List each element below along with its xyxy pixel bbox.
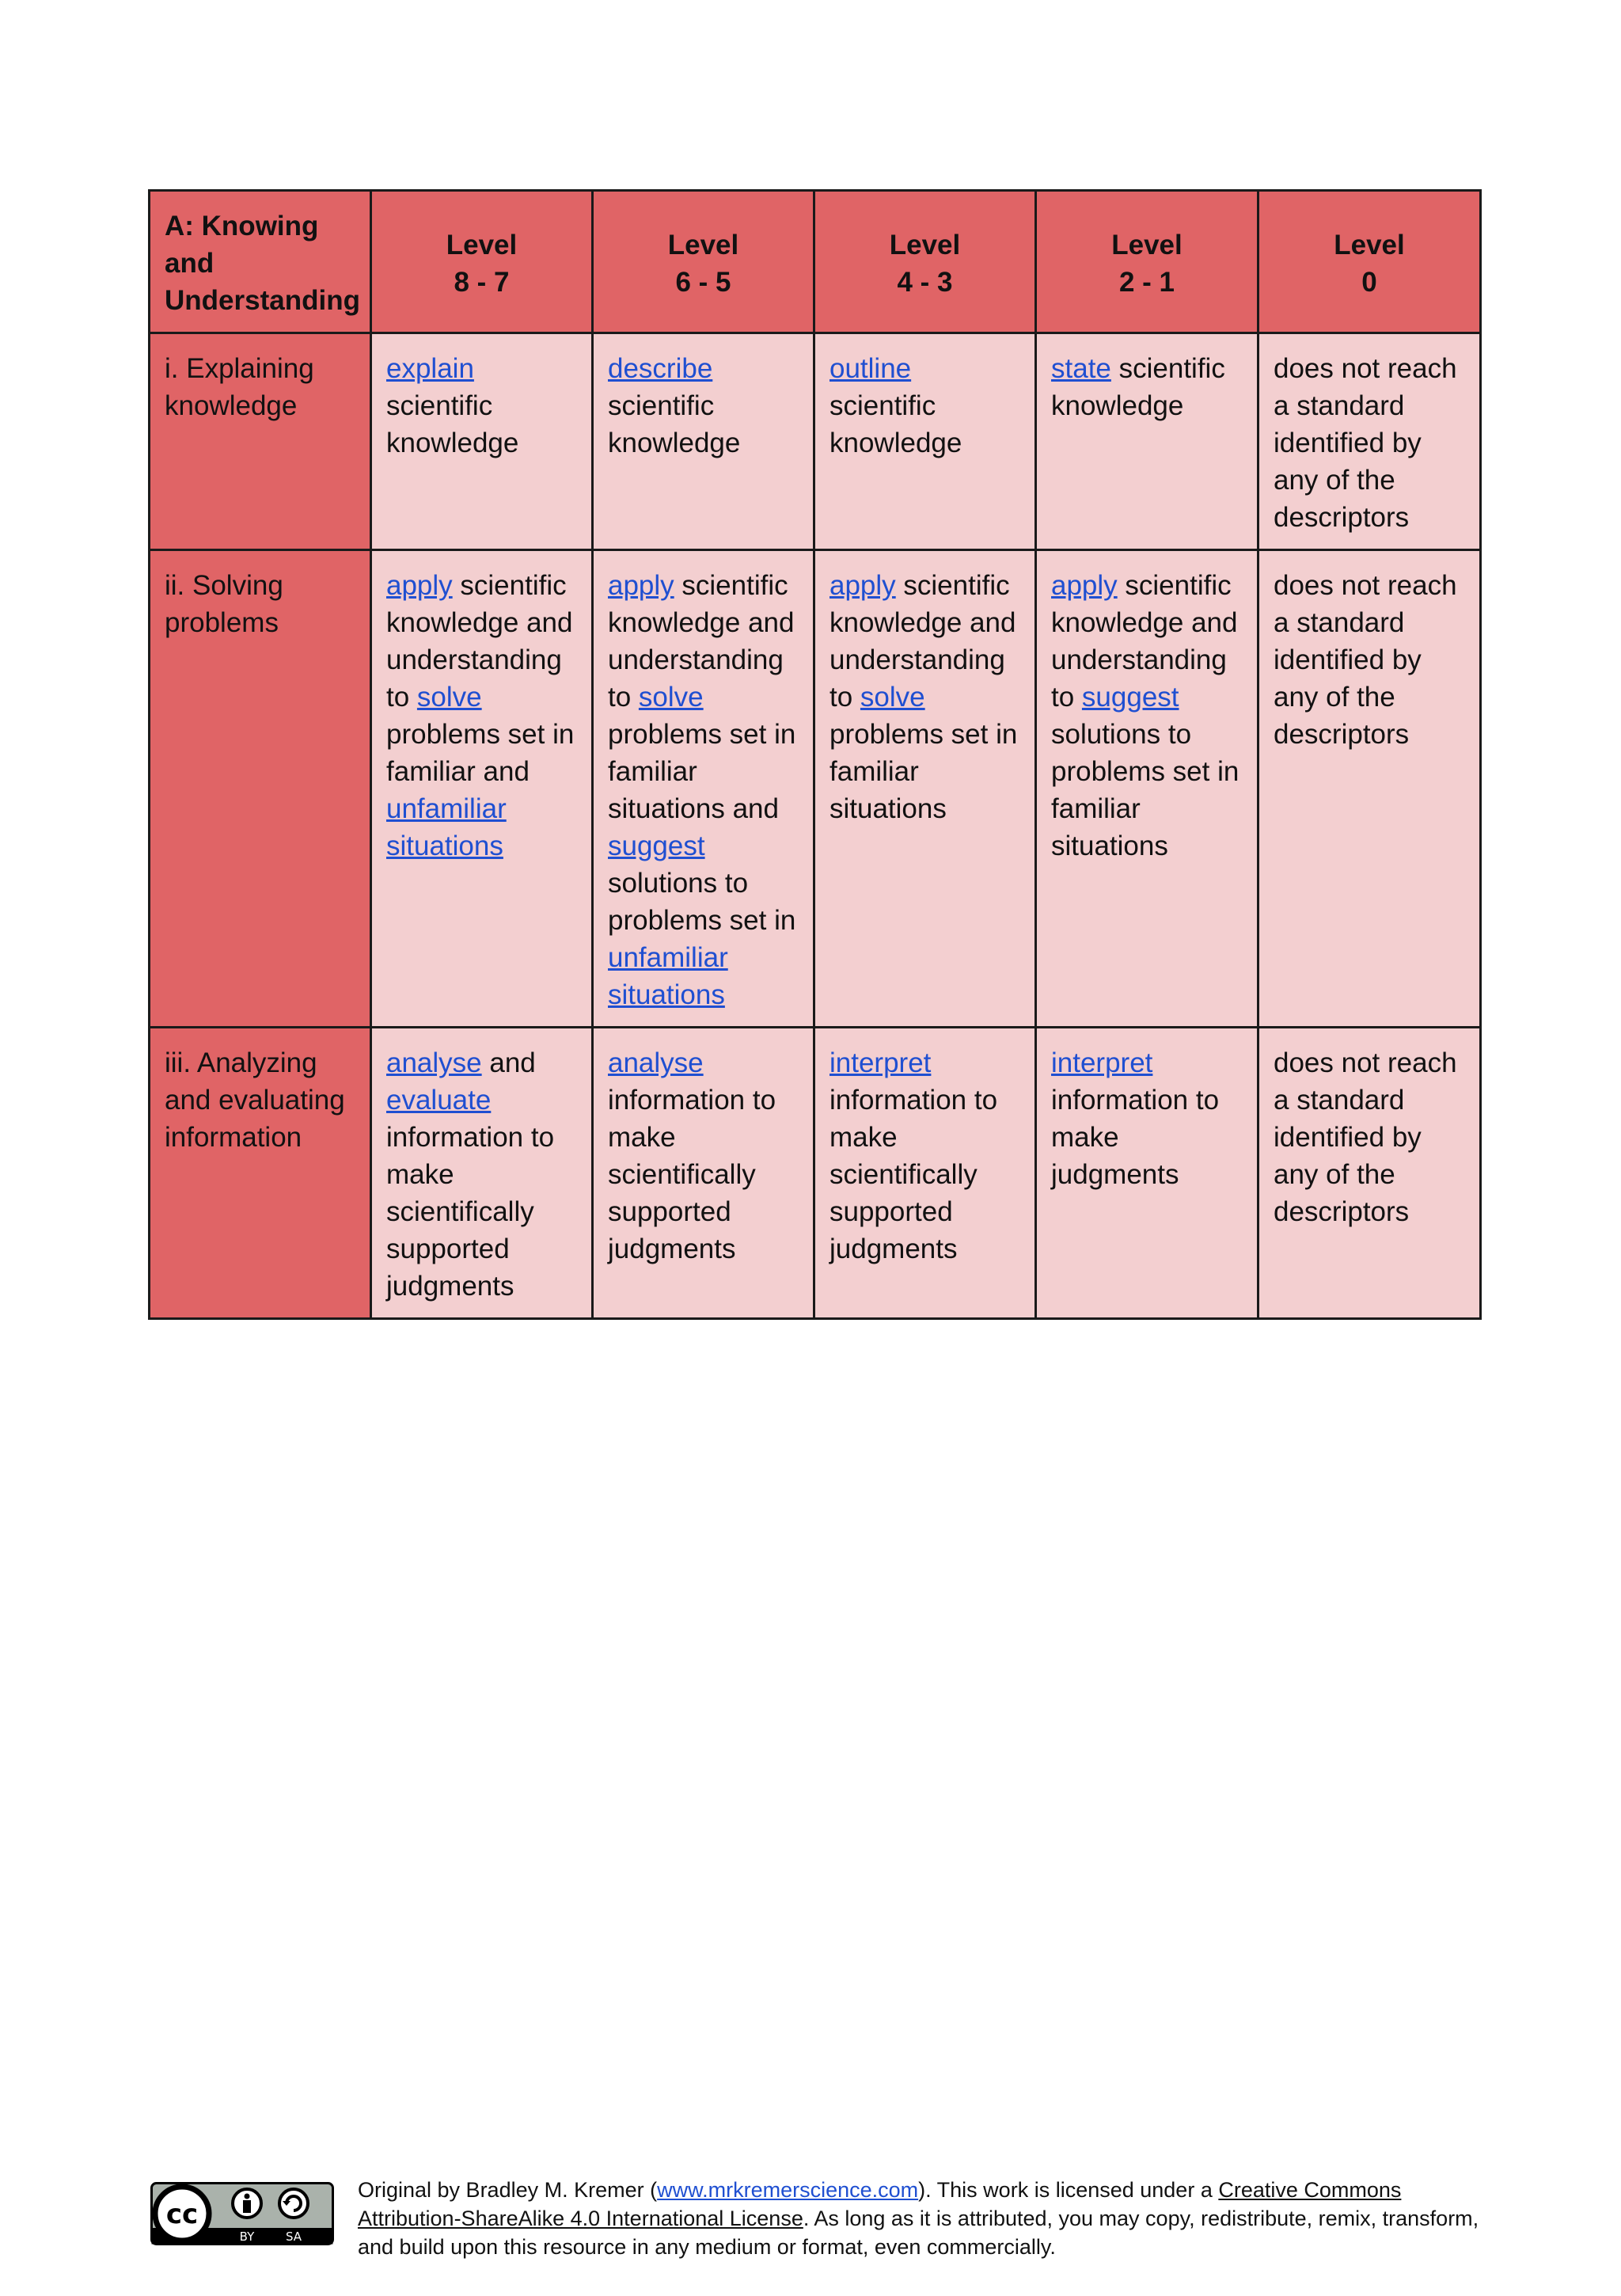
descriptor-text: does not reach a standard identified by any of the descriptors [1274, 570, 1457, 750]
criterion-cell: ii. Solving problems [150, 550, 371, 1028]
level-range: 2 - 1 [1118, 266, 1175, 298]
level-label: Level [1334, 229, 1405, 260]
website-link[interactable]: www.mrkremerscience.com [657, 2178, 919, 2202]
command-term-link[interactable]: interpret [829, 1047, 932, 1078]
command-term-link[interactable]: explain [386, 353, 474, 384]
descriptor-cell [814, 333, 1036, 550]
level-header-4-3 [814, 191, 1036, 333]
descriptor-text: information to make scientifically supported judgments [829, 1085, 998, 1264]
descriptor-text: scientific knowledge and understanding to [386, 570, 573, 713]
license-footer [150, 2176, 1496, 2263]
descriptor-cell [371, 1028, 593, 1319]
descriptor-text: solutions to problems set in familiar situations [1051, 719, 1239, 861]
by-text: BY [239, 2229, 255, 2244]
license-text [358, 2176, 1498, 2261]
descriptor-text: information to make judgments [1051, 1085, 1220, 1190]
table-row [150, 1028, 1481, 1319]
command-term-link[interactable]: apply [829, 570, 896, 601]
cc-text: cc [165, 2199, 199, 2230]
sa-text: SA [285, 2229, 302, 2244]
level-header-6-5 [593, 191, 814, 333]
descriptor-text: problems set in familiar situations [829, 719, 1018, 824]
descriptor-cell [1258, 550, 1481, 1028]
descriptor-text: problems set in familiar situations and [608, 719, 796, 824]
command-term-link[interactable]: apply [1051, 570, 1118, 601]
level-label: Level [1111, 229, 1183, 260]
level-range: 6 - 5 [675, 266, 731, 298]
header-row [150, 191, 1481, 333]
criterion-header: A: Knowing and Understanding [150, 191, 371, 333]
descriptor-text: solutions to problems set in [608, 868, 796, 936]
descriptor-cell [593, 1028, 814, 1319]
level-header-0 [1258, 191, 1481, 333]
command-term-link[interactable]: suggest [1081, 682, 1179, 713]
descriptor-text: does not reach a standard identified by any of the descriptors [1274, 1047, 1457, 1227]
descriptor-cell [371, 550, 593, 1028]
descriptor-text: scientific knowledge [1051, 353, 1225, 421]
descriptor-text: scientific knowledge [386, 390, 519, 458]
command-term-link[interactable]: apply [608, 570, 674, 601]
command-term-link[interactable]: solve [860, 682, 925, 713]
table-row [150, 550, 1481, 1028]
command-term-link[interactable]: solve [416, 682, 482, 713]
descriptor-text: does not reach a standard identified by any of the descriptors [1274, 353, 1457, 533]
descriptor-cell [593, 550, 814, 1028]
level-label: Level [889, 229, 961, 260]
descriptor-text: information to make scientifically supported judgments [386, 1122, 555, 1302]
descriptor-text: scientific knowledge and understanding to [829, 570, 1016, 713]
creative-commons-by-sa-icon[interactable] [150, 2182, 334, 2245]
criterion-cell: i. Explaining knowledge [150, 333, 371, 550]
descriptor-cell [1036, 550, 1258, 1028]
command-term-link[interactable]: unfamiliar situations [386, 793, 507, 861]
descriptor-cell [1036, 1028, 1258, 1319]
license-link[interactable]: Creative Commons Attribution-ShareAlike 4.0 International License [358, 2178, 1402, 2230]
command-term-link[interactable]: analyse [386, 1047, 482, 1078]
level-header-8-7 [371, 191, 593, 333]
descriptor-text: problems set in familiar and [386, 719, 575, 787]
attribution-text: ). This work is licensed under a [918, 2178, 1219, 2202]
descriptor-cell [1258, 333, 1481, 550]
command-term-link[interactable]: describe [608, 353, 713, 384]
command-term-link[interactable]: interpret [1051, 1047, 1153, 1078]
assessment-rubric-table [148, 189, 1482, 1320]
attribution-text: Original by Bradley M. Kremer ( [358, 2178, 658, 2202]
descriptor-text: scientific knowledge and understanding to [1051, 570, 1238, 713]
command-term-link[interactable]: suggest [608, 831, 705, 861]
command-term-link[interactable]: solve [638, 682, 704, 713]
descriptor-cell [1036, 333, 1258, 550]
descriptor-cell [814, 550, 1036, 1028]
level-header-2-1 [1036, 191, 1258, 333]
level-label: Level [667, 229, 739, 260]
level-range: 0 [1361, 266, 1377, 298]
level-label: Level [446, 229, 518, 260]
descriptor-text: scientific knowledge and understanding to [608, 570, 795, 713]
descriptor-cell [593, 333, 814, 550]
command-term-link[interactable]: unfamiliar situations [608, 942, 728, 1010]
descriptor-text: scientific knowledge [829, 390, 962, 458]
descriptor-cell [371, 333, 593, 550]
descriptor-text: and [481, 1047, 536, 1078]
command-term-link[interactable]: outline [829, 353, 912, 384]
criterion-cell: iii. Analyzing and evaluating information [150, 1028, 371, 1319]
level-range: 8 - 7 [454, 266, 510, 298]
attribution-text: . As long as it is attributed, you may copy, redistribute, remix, transform, and build upon this resource in any medium or format, even commercially. [358, 2207, 1479, 2259]
command-term-link[interactable]: analyse [608, 1047, 704, 1078]
descriptor-text: scientific knowledge [608, 390, 741, 458]
level-range: 4 - 3 [897, 266, 953, 298]
command-term-link[interactable]: evaluate [386, 1085, 492, 1116]
descriptor-cell [814, 1028, 1036, 1319]
command-term-link[interactable]: apply [386, 570, 453, 601]
descriptor-text: information to make scientifically supported judgments [608, 1085, 776, 1264]
table-row [150, 333, 1481, 550]
command-term-link[interactable]: state [1051, 353, 1111, 384]
descriptor-cell [1258, 1028, 1481, 1319]
